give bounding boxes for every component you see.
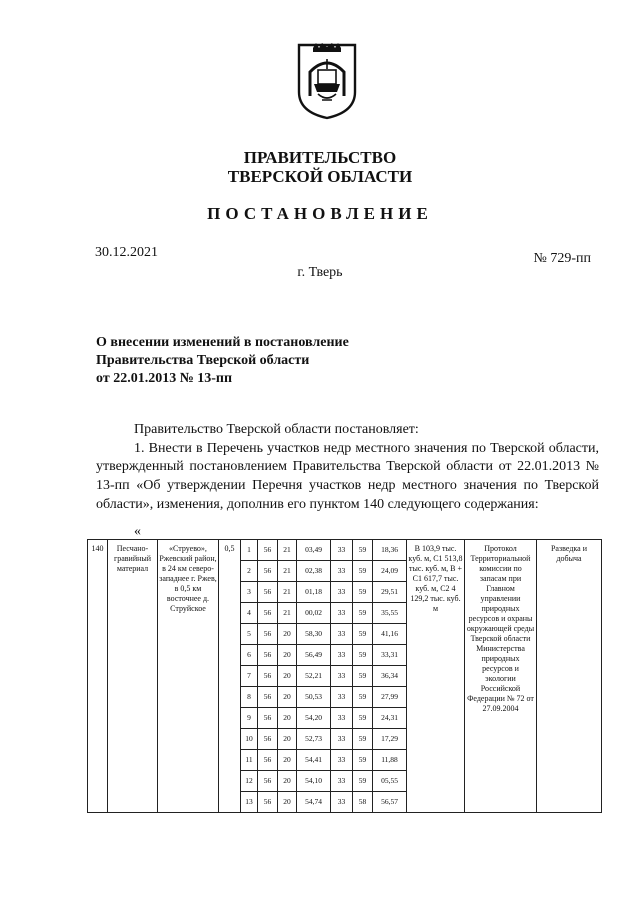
lat-minutes-cell: 20 (278, 750, 297, 771)
lon-degrees-cell: 33 (331, 729, 353, 750)
point-number-cell: 5 (241, 624, 258, 645)
subject-line1: О внесении изменений в постановление (96, 335, 349, 350)
lon-minutes-cell: 58 (353, 792, 373, 813)
lon-minutes-cell: 59 (353, 666, 373, 687)
point-number-cell: 11 (241, 750, 258, 771)
lon-degrees-cell: 33 (331, 540, 353, 561)
lon-degrees-cell: 33 (331, 708, 353, 729)
lat-minutes-cell: 20 (278, 624, 297, 645)
lon-minutes-cell: 59 (353, 582, 373, 603)
lat-seconds-cell: 01,18 (297, 582, 331, 603)
lon-minutes-cell: 59 (353, 624, 373, 645)
city: г. Тверь (297, 265, 343, 280)
lat-degrees-cell: 56 (258, 792, 278, 813)
lon-minutes-cell: 59 (353, 645, 373, 666)
subject-line2: Правительства Тверской области (96, 353, 310, 368)
lat-degrees-cell: 56 (258, 666, 278, 687)
lon-minutes-cell: 59 (353, 771, 373, 792)
lon-minutes-cell: 59 (353, 729, 373, 750)
lon-degrees-cell: 33 (331, 771, 353, 792)
lat-degrees-cell: 56 (258, 645, 278, 666)
lat-minutes-cell: 20 (278, 666, 297, 687)
government-title-line1: ПРАВИТЕЛЬСТВО (243, 148, 397, 167)
lat-degrees-cell: 56 (258, 561, 278, 582)
point-number-cell: 6 (241, 645, 258, 666)
lon-seconds-cell: 11,88 (373, 750, 407, 771)
lat-seconds-cell: 03,49 (297, 540, 331, 561)
lat-seconds-cell: 56,49 (297, 645, 331, 666)
area-cell: 0,5 (219, 540, 241, 813)
lat-seconds-cell: 52,73 (297, 729, 331, 750)
subsoil-sites-table (87, 539, 602, 813)
lat-seconds-cell: 02,38 (297, 561, 331, 582)
lon-seconds-cell: 33,31 (373, 645, 407, 666)
lon-degrees-cell: 33 (331, 792, 353, 813)
lon-seconds-cell: 35,55 (373, 603, 407, 624)
lat-degrees-cell: 56 (258, 540, 278, 561)
point-number-cell: 10 (241, 729, 258, 750)
decree-body (96, 421, 599, 515)
row-number-cell: 140 (88, 540, 108, 813)
lon-seconds-cell: 27,99 (373, 687, 407, 708)
table-body (88, 540, 602, 813)
lon-seconds-cell: 17,29 (373, 729, 407, 750)
lon-degrees-cell: 33 (331, 561, 353, 582)
lat-minutes-cell: 20 (278, 687, 297, 708)
reserves-cell: В 103,9 тыс. куб. м, C1 513,8 тыс. куб. м, В + C1 617,7 тыс. куб. м, C2 4 129,2 тыс. куб. м (407, 540, 465, 813)
point-number-cell: 2 (241, 561, 258, 582)
lat-degrees-cell: 56 (258, 582, 278, 603)
lon-degrees-cell: 33 (331, 666, 353, 687)
decree-number: № 729-пп (533, 251, 591, 266)
lon-degrees-cell: 33 (331, 750, 353, 771)
lat-minutes-cell: 20 (278, 729, 297, 750)
point-number-cell: 3 (241, 582, 258, 603)
point-number-cell: 1 (241, 540, 258, 561)
mineral-type-cell: Песчано-гравийный материал (108, 540, 158, 813)
lat-degrees-cell: 56 (258, 708, 278, 729)
point-number-cell: 8 (241, 687, 258, 708)
lat-seconds-cell: 54,74 (297, 792, 331, 813)
lat-minutes-cell: 21 (278, 540, 297, 561)
point-number-cell: 12 (241, 771, 258, 792)
lon-seconds-cell: 41,16 (373, 624, 407, 645)
lon-seconds-cell: 29,51 (373, 582, 407, 603)
lon-seconds-cell: 36,34 (373, 666, 407, 687)
lon-minutes-cell: 59 (353, 603, 373, 624)
lon-minutes-cell: 59 (353, 540, 373, 561)
decree-date: 30.12.2021 (95, 245, 158, 260)
lon-seconds-cell: 18,36 (373, 540, 407, 561)
lat-minutes-cell: 20 (278, 792, 297, 813)
lat-minutes-cell: 20 (278, 645, 297, 666)
lat-degrees-cell: 56 (258, 771, 278, 792)
lat-minutes-cell: 21 (278, 561, 297, 582)
lon-minutes-cell: 59 (353, 561, 373, 582)
lat-seconds-cell: 58,30 (297, 624, 331, 645)
lon-seconds-cell: 24,09 (373, 561, 407, 582)
lat-seconds-cell: 54,10 (297, 771, 331, 792)
lon-degrees-cell: 33 (331, 687, 353, 708)
lat-minutes-cell: 21 (278, 603, 297, 624)
body-paragraph-2: 1. Внести в Перечень участков недр местного значения по Тверской области, утвержденный постановлением Правительства Тверской области от 22.01.2013 № 13-пп «Об утверждении Перечня участков недр местного значения по Тверской области», изменения, дополнив его пунктом 140 следующего содержания: (96, 440, 599, 512)
lat-seconds-cell: 00,02 (297, 603, 331, 624)
lat-degrees-cell: 56 (258, 603, 278, 624)
lon-minutes-cell: 59 (353, 708, 373, 729)
lon-seconds-cell: 05,55 (373, 771, 407, 792)
lat-degrees-cell: 56 (258, 729, 278, 750)
lat-minutes-cell: 21 (278, 582, 297, 603)
lon-degrees-cell: 33 (331, 624, 353, 645)
lat-minutes-cell: 20 (278, 708, 297, 729)
lon-seconds-cell: 56,57 (373, 792, 407, 813)
point-number-cell: 13 (241, 792, 258, 813)
tver-coat-of-arms-icon (296, 42, 358, 120)
lon-degrees-cell: 33 (331, 603, 353, 624)
lat-seconds-cell: 52,21 (297, 666, 331, 687)
lat-seconds-cell: 50,53 (297, 687, 331, 708)
lat-seconds-cell: 54,20 (297, 708, 331, 729)
lon-degrees-cell: 33 (331, 582, 353, 603)
body-paragraph-1: Правительство Тверской области постановляет: (134, 422, 419, 437)
point-number-cell: 9 (241, 708, 258, 729)
lat-degrees-cell: 56 (258, 750, 278, 771)
usage-cell: Разведка и добыча (537, 540, 602, 813)
lat-seconds-cell: 54,41 (297, 750, 331, 771)
lon-seconds-cell: 24,31 (373, 708, 407, 729)
lat-minutes-cell: 20 (278, 771, 297, 792)
site-location-cell: «Струево», Ржевский район, в 24 км северо-западнее г. Ржев, в 0,5 км восточнее д. Струйское (158, 540, 219, 813)
subject-line3: от 22.01.2013 № 13-пп (96, 371, 233, 386)
decree-subject (96, 334, 349, 388)
point-number-cell: 4 (241, 603, 258, 624)
point-number-cell: 7 (241, 666, 258, 687)
lon-minutes-cell: 59 (353, 750, 373, 771)
lon-degrees-cell: 33 (331, 645, 353, 666)
opening-quote: « (134, 524, 141, 539)
lon-minutes-cell: 59 (353, 687, 373, 708)
table-row (88, 540, 602, 561)
government-title-line2: ТВЕРСКОЙ ОБЛАСТИ (227, 167, 413, 186)
lat-degrees-cell: 56 (258, 624, 278, 645)
lat-degrees-cell: 56 (258, 687, 278, 708)
decree-title: ПОСТАНОВЛЕНИЕ (207, 204, 433, 223)
protocol-cell: Протокол Территориальной комиссии по запасам при Главном управлении природных ресурсов и охраны окружающей среды Тверской области Министерства природных ресурсов и экологии Российской Федерации № 72 от 27.09.2004 (465, 540, 537, 813)
